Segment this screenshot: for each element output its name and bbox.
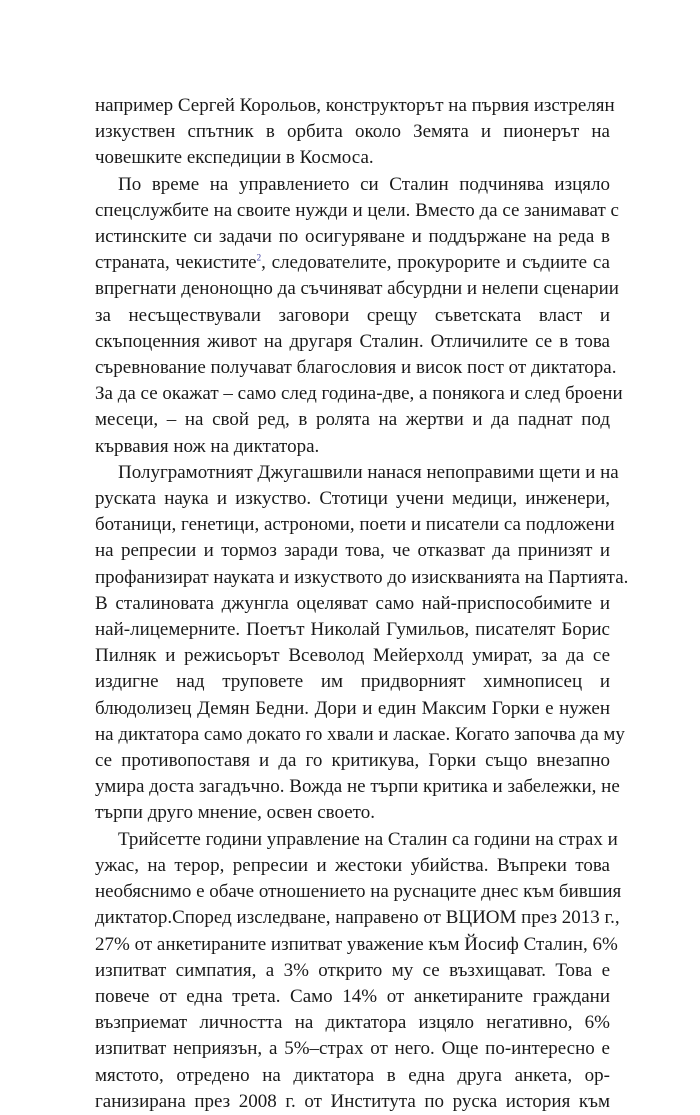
text-line: В сталиновата джунгла оцеляват само най-приспособимите и xyxy=(95,592,610,614)
text-line: ботаници, генетици, астрономи, поети и писатели са подложени xyxy=(95,514,615,536)
text-line: мястото, отредено на диктатора в една друга анкета, ор- xyxy=(95,1064,610,1086)
text-line: например Сергей Корольов, конструкторът на първия изстрелян xyxy=(95,95,615,116)
text-line: Трийсетте години управление на Сталин са години на страх и xyxy=(118,828,618,850)
text-line: човешките експедиции в Космоса. xyxy=(95,147,374,169)
text-line: съревнование получават благословия и висок пост от диктатора. xyxy=(95,357,617,379)
text-line: се противопоставя и да го критикува, Горки също внезапно xyxy=(95,750,610,772)
body-text xyxy=(95,93,629,1115)
text-line: изкуствен спътник в орбита около Земята и пионерът на xyxy=(95,121,610,143)
text-line: възприемат личността на диктатора изцяло негативно, 6% xyxy=(95,1012,610,1034)
text-line: впрегнати денонощно да съчиняват абсурдни и нелепи сценарии xyxy=(95,278,619,300)
text-line: на диктатора само докато го хвали и ласкае. Когато започва да му xyxy=(95,723,625,745)
paragraph xyxy=(95,460,629,827)
text-line: месеци, – на свой ред, в ролята на жертви и да паднат под xyxy=(95,409,610,431)
text-segment: , следователите, прокурорите и съдиите са xyxy=(261,252,610,274)
footnote-marker[interactable]: 2 xyxy=(256,252,262,263)
paragraph xyxy=(95,172,623,460)
text-line: Полуграмотният Джугашвили нанася непоправими щети и на xyxy=(118,461,619,483)
text-line xyxy=(95,250,610,276)
text-line: кървавия нож на диктатора. xyxy=(95,435,320,457)
text-line: блюдолизец Демян Бедни. Дори и един Максим Горки е нужен xyxy=(95,697,610,719)
text-line: истинските си задачи по осигуряване и поддържане на реда в xyxy=(95,226,610,248)
text-line: По време на управлението си Сталин подчинява изцяло xyxy=(118,173,610,195)
text-segment: страната, чекистите xyxy=(95,252,257,274)
text-line: профанизират науката и изкуството до изискванията на Партията. xyxy=(95,566,629,588)
text-line: 27% от анкетираните изпитват уважение към Йосиф Сталин, 6% xyxy=(95,933,618,955)
text-line: ужас, на терор, репресии и жестоки убийства. Въпреки това xyxy=(95,854,610,876)
text-line: за несъществували заговори срещу съветската власт и xyxy=(95,304,610,326)
text-line: спецслужбите на своите нужди и цели. Вместо да се занимават с xyxy=(95,199,619,221)
text-line: руската наука и изкуство. Стотици учени медици, инженери, xyxy=(95,488,610,510)
text-line: изпитват симпатия, а 3% открито му се възхищават. Това е xyxy=(95,959,610,981)
paragraph xyxy=(95,93,615,172)
text-line: търпи друго мнение, освен своето. xyxy=(95,802,375,824)
text-line: диктатор.Според изследване, направено от ВЦИОМ през 2013 г., xyxy=(95,907,620,929)
text-line: скъпоценния живот на другаря Сталин. Отличилите се в това xyxy=(95,330,610,352)
text-line: на репресии и тормоз заради това, че отказват да принизят и xyxy=(95,540,610,562)
paragraph xyxy=(95,827,622,1115)
text-line: издигне над труповете им придворният химнописец и xyxy=(95,671,610,693)
text-line: най-лицемерните. Поетът Николай Гумильов, писателят Борис xyxy=(95,619,610,641)
text-line: повече от една трета. Само 14% от анкетираните граждани xyxy=(95,985,610,1007)
text-line: Пилняк и режисьорът Всеволод Мейерхолд умират, за да се xyxy=(95,645,610,667)
text-line: ганизирана през 2008 г. от Института по руска история към xyxy=(95,1090,610,1112)
text-line: За да се окажат – само след година-две, а понякога и след броени xyxy=(95,383,623,405)
text-line: изпитват неприязън, а 5%–страх от него. Още по-интересно е xyxy=(95,1038,610,1060)
text-line: умира доста загадъчно. Вожда не търпи критика и забележки, не xyxy=(95,776,620,798)
text-line: необяснимо е обаче отношението на руснаците днес към бившия xyxy=(95,881,622,903)
